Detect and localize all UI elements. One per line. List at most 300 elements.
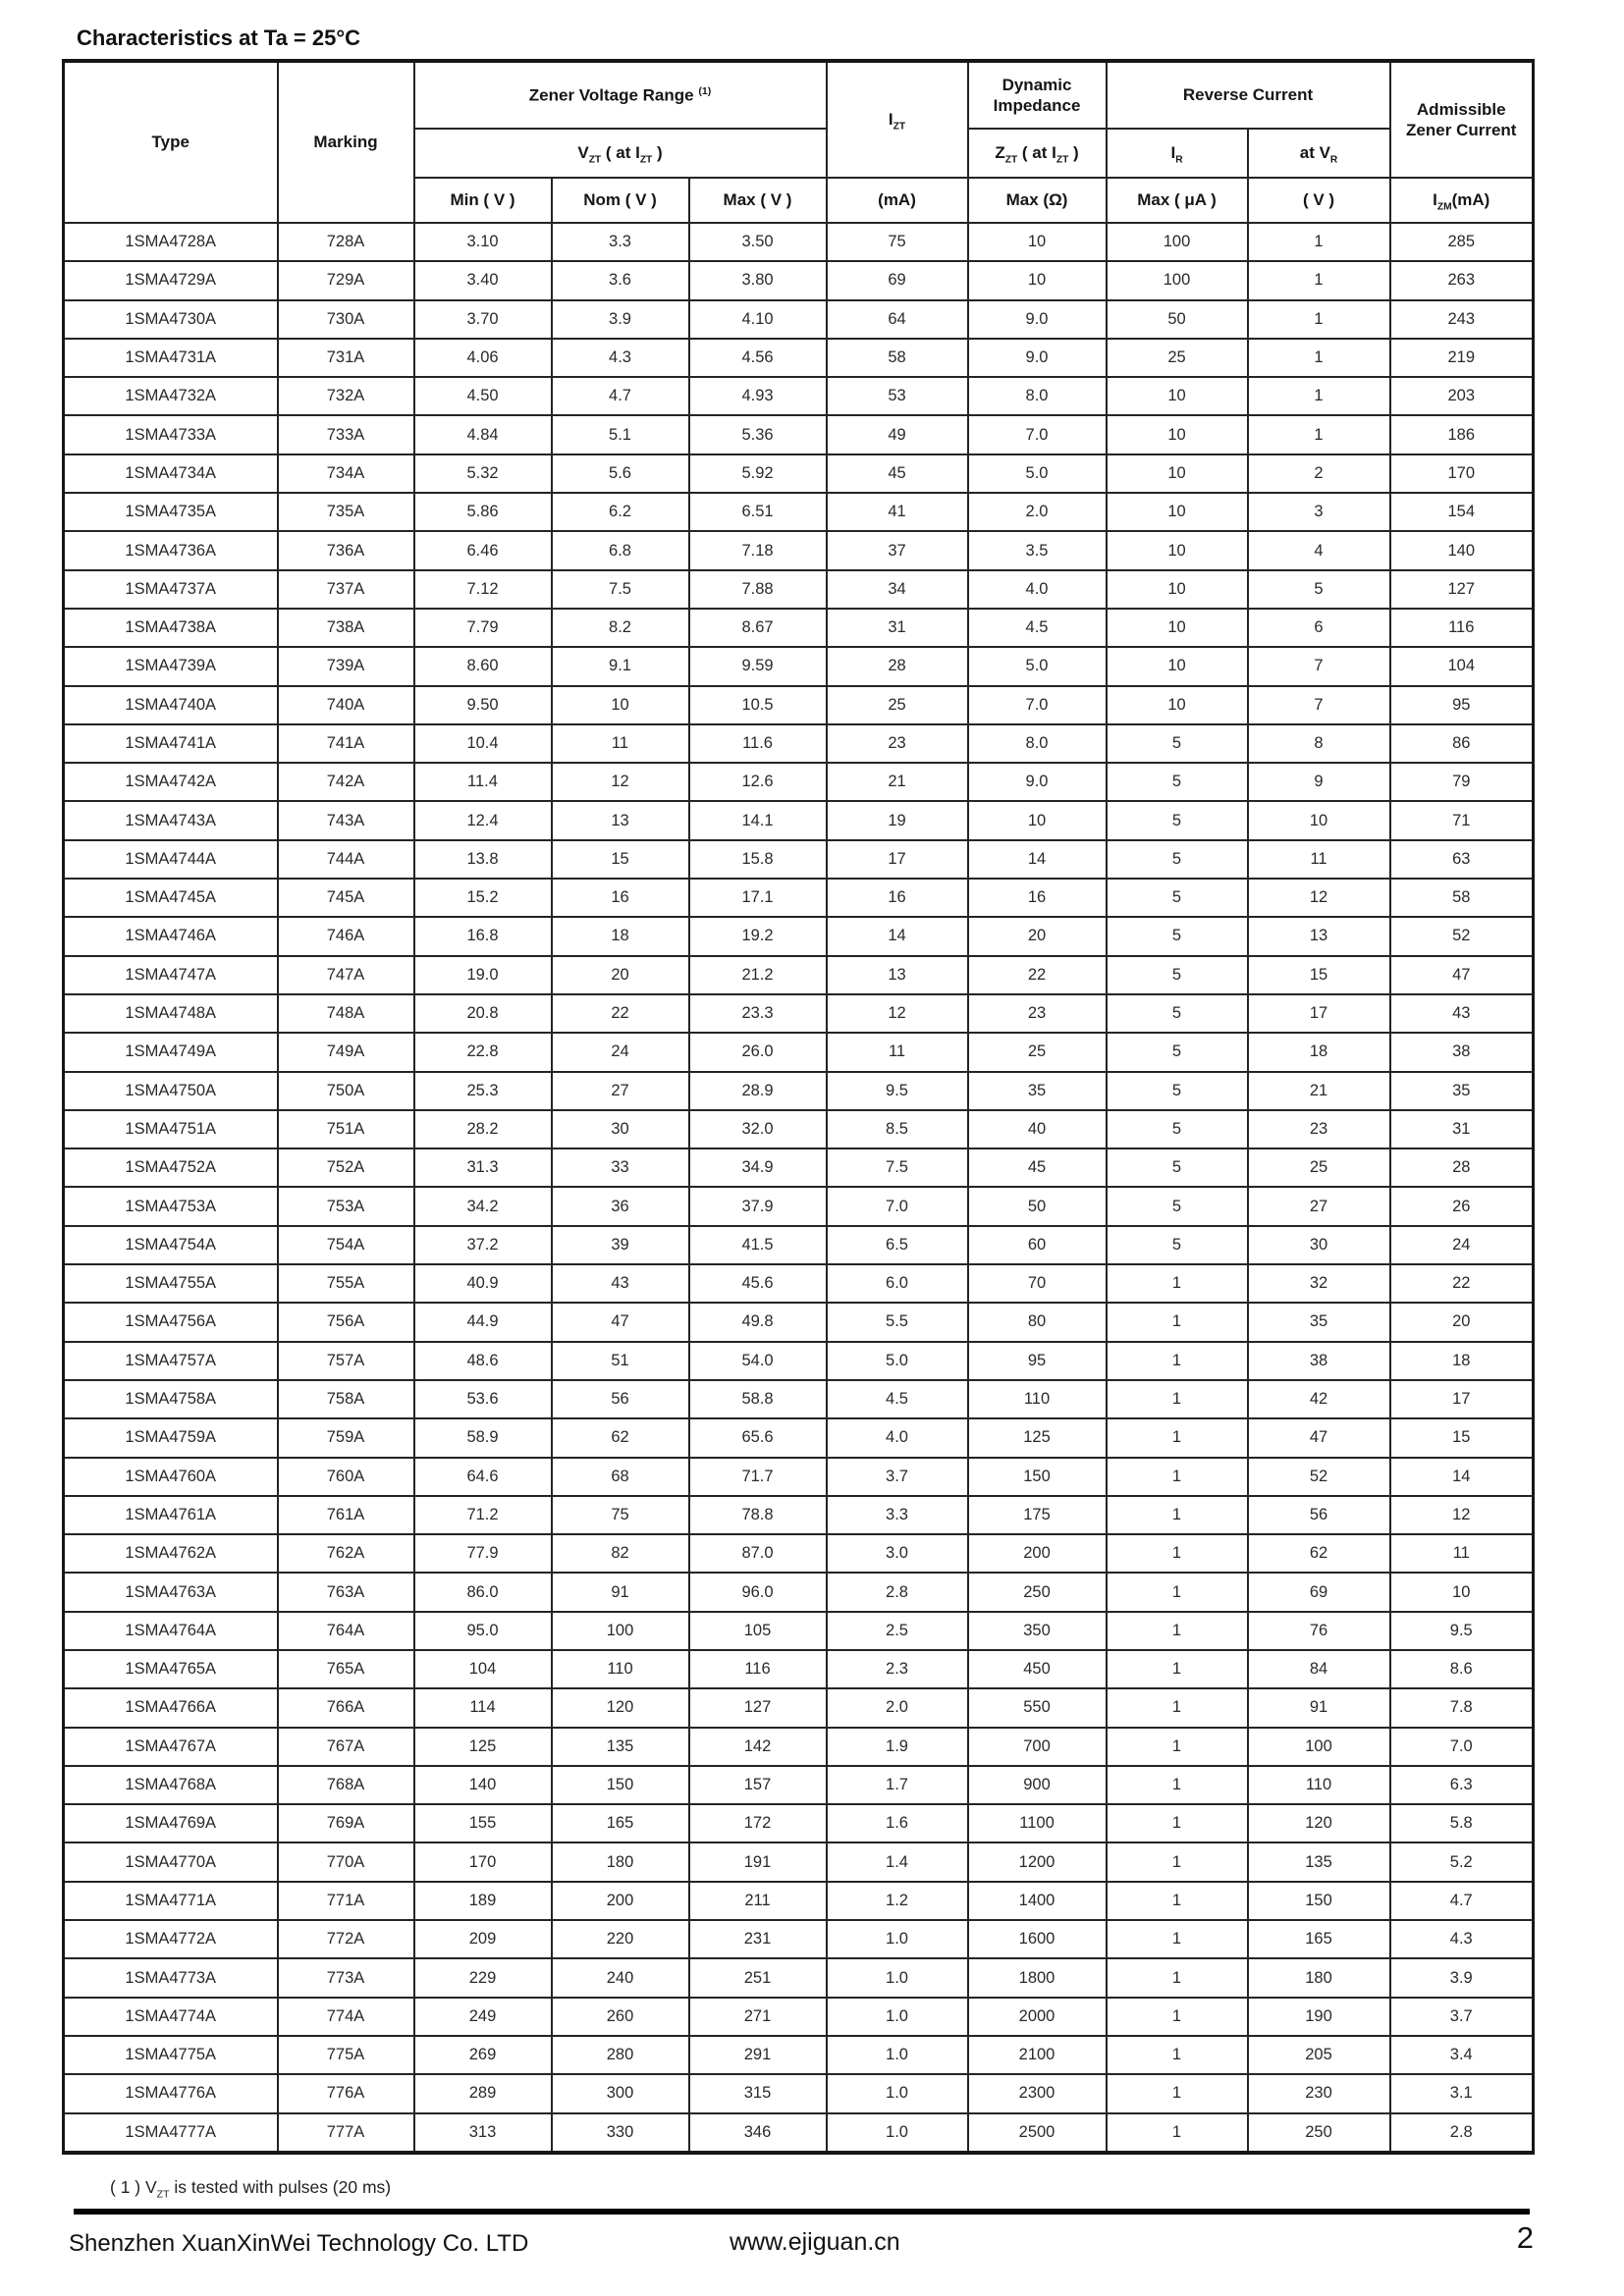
- cell-ir-max: 100: [1107, 223, 1248, 261]
- cell-marking: 731A: [278, 339, 414, 377]
- cell-type: 1SMA4750A: [64, 1072, 278, 1110]
- cell-vzt-min: 209: [414, 1920, 552, 1958]
- cell-zzt-max: 25: [968, 1033, 1107, 1071]
- cell-zzt-max: 9.0: [968, 300, 1107, 339]
- cell-izm: 12: [1390, 1496, 1534, 1534]
- cell-izt: 6.5: [827, 1226, 968, 1264]
- table-header: [64, 61, 1534, 223]
- cell-vzt-nom: 330: [552, 2113, 689, 2153]
- cell-ir-max: 1: [1107, 2113, 1248, 2153]
- cell-vzt-max: 10.5: [689, 686, 827, 724]
- cell-vzt-nom: 27: [552, 1072, 689, 1110]
- cell-zzt-max: 50: [968, 1187, 1107, 1225]
- cell-izt: 1.4: [827, 1842, 968, 1881]
- cell-izt: 7.0: [827, 1187, 968, 1225]
- table-row: [64, 1842, 1534, 1881]
- cell-izt: 58: [827, 339, 968, 377]
- cell-ir-max: 1: [1107, 1650, 1248, 1688]
- cell-vzt-max: 6.51: [689, 493, 827, 531]
- cell-marking: 761A: [278, 1496, 414, 1534]
- cell-izm: 140: [1390, 531, 1534, 569]
- cell-marking: 748A: [278, 994, 414, 1033]
- cell-vzt-max: 58.8: [689, 1380, 827, 1418]
- cell-zzt-max: 20: [968, 917, 1107, 955]
- cell-vr: 8: [1248, 724, 1390, 763]
- cell-marking: 770A: [278, 1842, 414, 1881]
- cell-izm: 52: [1390, 917, 1534, 955]
- cell-vzt-nom: 120: [552, 1688, 689, 1727]
- cell-izm: 38: [1390, 1033, 1534, 1071]
- page-title: Characteristics at Ta = 25°C: [77, 26, 361, 50]
- cell-zzt-max: 16: [968, 879, 1107, 917]
- table-row: [64, 879, 1534, 917]
- cell-zzt-max: 14: [968, 840, 1107, 879]
- table-row: [64, 1187, 1534, 1225]
- table-row: [64, 840, 1534, 879]
- table-row: [64, 994, 1534, 1033]
- table-row: [64, 531, 1534, 569]
- cell-zzt-max: 80: [968, 1303, 1107, 1341]
- cell-marking: 739A: [278, 647, 414, 685]
- cell-zzt-max: 110: [968, 1380, 1107, 1418]
- cell-vzt-max: 9.59: [689, 647, 827, 685]
- cell-type: 1SMA4776A: [64, 2074, 278, 2112]
- table-row: [64, 609, 1534, 647]
- cell-zzt-max: 900: [968, 1766, 1107, 1804]
- table-row: [64, 647, 1534, 685]
- cell-izm: 5.2: [1390, 1842, 1534, 1881]
- table-body: [64, 223, 1534, 2153]
- cell-type: 1SMA4760A: [64, 1458, 278, 1496]
- cell-izm: 10: [1390, 1573, 1534, 1611]
- cell-vr: 110: [1248, 1766, 1390, 1804]
- footer-page-number: 2: [1516, 2220, 1534, 2255]
- table-row: [64, 2113, 1534, 2153]
- cell-vzt-nom: 7.5: [552, 570, 689, 609]
- cell-vzt-max: 96.0: [689, 1573, 827, 1611]
- cell-ir-max: 5: [1107, 1033, 1248, 1071]
- cell-vzt-nom: 200: [552, 1882, 689, 1920]
- cell-izm: 9.5: [1390, 1612, 1534, 1650]
- cell-vr: 35: [1248, 1303, 1390, 1341]
- cell-izm: 7.0: [1390, 1728, 1534, 1766]
- cell-izt: 37: [827, 531, 968, 569]
- cell-izt: 19: [827, 801, 968, 839]
- col-header-izt: $I_{ZT}$: [827, 61, 968, 178]
- cell-type: 1SMA4735A: [64, 493, 278, 531]
- table-row: [64, 1496, 1534, 1534]
- cell-vzt-min: 229: [414, 1958, 552, 1997]
- cell-izm: 86: [1390, 724, 1534, 763]
- cell-type: 1SMA4736A: [64, 531, 278, 569]
- cell-ir-max: 1: [1107, 1882, 1248, 1920]
- cell-vzt-max: 4.93: [689, 377, 827, 415]
- cell-izt: 1.0: [827, 1920, 968, 1958]
- cell-type: 1SMA4756A: [64, 1303, 278, 1341]
- cell-izm: 26: [1390, 1187, 1534, 1225]
- col-header-zzt: $Z_{ZT}$ ( at $I_{ZT}$ ): [968, 129, 1107, 178]
- col-header-type: Type: [64, 61, 278, 223]
- cell-izm: 15: [1390, 1418, 1534, 1457]
- cell-zzt-max: 70: [968, 1264, 1107, 1303]
- cell-zzt-max: 450: [968, 1650, 1107, 1688]
- cell-zzt-max: 22: [968, 956, 1107, 994]
- cell-vzt-nom: 91: [552, 1573, 689, 1611]
- cell-vzt-max: 231: [689, 1920, 827, 1958]
- cell-vr: 1: [1248, 377, 1390, 415]
- cell-vzt-max: 7.18: [689, 531, 827, 569]
- cell-vr: 230: [1248, 2074, 1390, 2112]
- cell-vzt-nom: 150: [552, 1766, 689, 1804]
- cell-vzt-min: 114: [414, 1688, 552, 1727]
- col-header-ir: $I_R$: [1107, 129, 1248, 178]
- table-row: [64, 1303, 1534, 1341]
- cell-izt: 1.0: [827, 1998, 968, 2036]
- table-row: [64, 1612, 1534, 1650]
- cell-izm: 170: [1390, 454, 1534, 493]
- cell-izt: 2.8: [827, 1573, 968, 1611]
- cell-izt: 41: [827, 493, 968, 531]
- cell-vzt-min: 44.9: [414, 1303, 552, 1341]
- cell-vzt-nom: 68: [552, 1458, 689, 1496]
- cell-vzt-max: 251: [689, 1958, 827, 1997]
- cell-izm: 8.6: [1390, 1650, 1534, 1688]
- cell-type: 1SMA4754A: [64, 1226, 278, 1264]
- cell-type: 1SMA4762A: [64, 1534, 278, 1573]
- cell-vr: 1: [1248, 415, 1390, 454]
- cell-izm: 154: [1390, 493, 1534, 531]
- cell-vr: 150: [1248, 1882, 1390, 1920]
- table-row: [64, 570, 1534, 609]
- cell-ir-max: 10: [1107, 377, 1248, 415]
- cell-vr: 165: [1248, 1920, 1390, 1958]
- table-row: [64, 1766, 1534, 1804]
- cell-ir-max: 1: [1107, 1342, 1248, 1380]
- cell-izm: 3.9: [1390, 1958, 1534, 1997]
- cell-type: 1SMA4749A: [64, 1033, 278, 1071]
- cell-vr: 5: [1248, 570, 1390, 609]
- cell-type: 1SMA4761A: [64, 1496, 278, 1534]
- cell-vr: 52: [1248, 1458, 1390, 1496]
- cell-marking: 763A: [278, 1573, 414, 1611]
- table-row: [64, 724, 1534, 763]
- cell-vzt-max: 172: [689, 1804, 827, 1842]
- cell-marking: 764A: [278, 1612, 414, 1650]
- cell-izt: 1.2: [827, 1882, 968, 1920]
- cell-marking: 775A: [278, 2036, 414, 2074]
- cell-type: 1SMA4777A: [64, 2113, 278, 2153]
- cell-izt: 17: [827, 840, 968, 879]
- cell-vzt-min: 4.06: [414, 339, 552, 377]
- cell-vzt-max: 65.6: [689, 1418, 827, 1457]
- table-row: [64, 454, 1534, 493]
- cell-vzt-nom: 62: [552, 1418, 689, 1457]
- cell-vr: 69: [1248, 1573, 1390, 1611]
- cell-ir-max: 1: [1107, 1573, 1248, 1611]
- col-header-admissible-zener-current: Admissible Zener Current: [1390, 61, 1534, 178]
- cell-izm: 20: [1390, 1303, 1534, 1341]
- cell-marking: 744A: [278, 840, 414, 879]
- cell-izm: 35: [1390, 1072, 1534, 1110]
- cell-izm: 127: [1390, 570, 1534, 609]
- cell-vzt-max: 142: [689, 1728, 827, 1766]
- cell-marking: 743A: [278, 801, 414, 839]
- unit-header-min-v: Min ( V ): [414, 178, 552, 223]
- cell-vzt-min: 289: [414, 2074, 552, 2112]
- table-row: [64, 493, 1534, 531]
- cell-vzt-min: 13.8: [414, 840, 552, 879]
- table-row: [64, 1998, 1534, 2036]
- cell-vzt-max: 14.1: [689, 801, 827, 839]
- cell-vzt-nom: 24: [552, 1033, 689, 1071]
- cell-izm: 6.3: [1390, 1766, 1534, 1804]
- cell-ir-max: 5: [1107, 1110, 1248, 1148]
- cell-zzt-max: 10: [968, 223, 1107, 261]
- cell-vzt-nom: 6.8: [552, 531, 689, 569]
- cell-vzt-nom: 4.3: [552, 339, 689, 377]
- cell-zzt-max: 8.0: [968, 724, 1107, 763]
- cell-izt: 16: [827, 879, 968, 917]
- cell-vzt-nom: 16: [552, 879, 689, 917]
- cell-vr: 11: [1248, 840, 1390, 879]
- cell-vzt-nom: 240: [552, 1958, 689, 1997]
- cell-ir-max: 1: [1107, 1534, 1248, 1573]
- cell-zzt-max: 1400: [968, 1882, 1107, 1920]
- cell-vzt-max: 116: [689, 1650, 827, 1688]
- cell-vzt-nom: 8.2: [552, 609, 689, 647]
- cell-type: 1SMA4742A: [64, 763, 278, 801]
- cell-vzt-min: 155: [414, 1804, 552, 1842]
- table-row: [64, 1688, 1534, 1727]
- cell-zzt-max: 4.0: [968, 570, 1107, 609]
- cell-vzt-max: 8.67: [689, 609, 827, 647]
- cell-vzt-max: 19.2: [689, 917, 827, 955]
- cell-marking: 742A: [278, 763, 414, 801]
- cell-vzt-min: 37.2: [414, 1226, 552, 1264]
- cell-izm: 18: [1390, 1342, 1534, 1380]
- cell-type: 1SMA4774A: [64, 1998, 278, 2036]
- cell-type: 1SMA4775A: [64, 2036, 278, 2074]
- cell-marking: 729A: [278, 261, 414, 299]
- cell-ir-max: 1: [1107, 1264, 1248, 1303]
- cell-vzt-min: 8.60: [414, 647, 552, 685]
- cell-vzt-max: 26.0: [689, 1033, 827, 1071]
- cell-vzt-nom: 18: [552, 917, 689, 955]
- cell-ir-max: 5: [1107, 724, 1248, 763]
- cell-izt: 21: [827, 763, 968, 801]
- footer-company: Shenzhen XuanXinWei Technology Co. LTD: [69, 2230, 529, 2257]
- table-row: [64, 686, 1534, 724]
- cell-vzt-min: 77.9: [414, 1534, 552, 1573]
- cell-ir-max: 1: [1107, 1920, 1248, 1958]
- cell-vzt-min: 28.2: [414, 1110, 552, 1148]
- cell-izt: 49: [827, 415, 968, 454]
- cell-vzt-max: 54.0: [689, 1342, 827, 1380]
- cell-izt: 2.5: [827, 1612, 968, 1650]
- cell-izm: 14: [1390, 1458, 1534, 1496]
- cell-vzt-min: 269: [414, 2036, 552, 2074]
- cell-type: 1SMA4769A: [64, 1804, 278, 1842]
- cell-type: 1SMA4768A: [64, 1766, 278, 1804]
- cell-vzt-nom: 22: [552, 994, 689, 1033]
- cell-vzt-min: 3.40: [414, 261, 552, 299]
- cell-ir-max: 1: [1107, 1804, 1248, 1842]
- cell-izm: 28: [1390, 1148, 1534, 1187]
- cell-izm: 43: [1390, 994, 1534, 1033]
- col-header-marking: Marking: [278, 61, 414, 223]
- cell-ir-max: 1: [1107, 1998, 1248, 2036]
- cell-izt: 25: [827, 686, 968, 724]
- table-row: [64, 917, 1534, 955]
- cell-vzt-min: 189: [414, 1882, 552, 1920]
- cell-marking: 752A: [278, 1148, 414, 1187]
- unit-header-max-v: Max ( V ): [689, 178, 827, 223]
- table-row: [64, 1650, 1534, 1688]
- col-header-zener-voltage-range: Zener Voltage Range $^{(1)}$: [414, 61, 827, 129]
- table-row: [64, 1458, 1534, 1496]
- cell-vr: 7: [1248, 686, 1390, 724]
- cell-marking: 737A: [278, 570, 414, 609]
- cell-vzt-max: 291: [689, 2036, 827, 2074]
- cell-type: 1SMA4771A: [64, 1882, 278, 1920]
- cell-vr: 18: [1248, 1033, 1390, 1071]
- cell-vzt-nom: 36: [552, 1187, 689, 1225]
- table-row: [64, 1573, 1534, 1611]
- cell-vzt-max: 7.88: [689, 570, 827, 609]
- cell-izm: 24: [1390, 1226, 1534, 1264]
- cell-vr: 13: [1248, 917, 1390, 955]
- footnote: ( 1 ) $V_{ZT}$ is tested with pulses (20 ms): [110, 2177, 392, 2201]
- cell-type: 1SMA4755A: [64, 1264, 278, 1303]
- cell-vzt-max: 23.3: [689, 994, 827, 1033]
- cell-ir-max: 10: [1107, 609, 1248, 647]
- cell-ir-max: 5: [1107, 840, 1248, 879]
- cell-ir-max: 5: [1107, 994, 1248, 1033]
- cell-vr: 2: [1248, 454, 1390, 493]
- cell-marking: 767A: [278, 1728, 414, 1766]
- table-row: [64, 223, 1534, 261]
- cell-marking: 754A: [278, 1226, 414, 1264]
- cell-marking: 774A: [278, 1998, 414, 2036]
- cell-vr: 120: [1248, 1804, 1390, 1842]
- cell-izm: 22: [1390, 1264, 1534, 1303]
- cell-vr: 38: [1248, 1342, 1390, 1380]
- cell-vzt-max: 211: [689, 1882, 827, 1920]
- cell-vzt-min: 86.0: [414, 1573, 552, 1611]
- cell-izm: 3.7: [1390, 1998, 1534, 2036]
- cell-izt: 12: [827, 994, 968, 1033]
- cell-type: 1SMA4745A: [64, 879, 278, 917]
- cell-vzt-min: 34.2: [414, 1187, 552, 1225]
- cell-zzt-max: 1200: [968, 1842, 1107, 1881]
- cell-vzt-max: 4.10: [689, 300, 827, 339]
- table-row: [64, 1110, 1534, 1148]
- cell-marking: 733A: [278, 415, 414, 454]
- cell-izm: 31: [1390, 1110, 1534, 1148]
- cell-zzt-max: 2500: [968, 2113, 1107, 2153]
- cell-zzt-max: 700: [968, 1728, 1107, 1766]
- cell-marking: 741A: [278, 724, 414, 763]
- cell-vzt-min: 31.3: [414, 1148, 552, 1187]
- cell-ir-max: 5: [1107, 1072, 1248, 1110]
- cell-marking: 751A: [278, 1110, 414, 1148]
- cell-izt: 45: [827, 454, 968, 493]
- cell-vr: 42: [1248, 1380, 1390, 1418]
- cell-izt: 11: [827, 1033, 968, 1071]
- table-row: [64, 1264, 1534, 1303]
- cell-ir-max: 1: [1107, 1688, 1248, 1727]
- cell-ir-max: 10: [1107, 454, 1248, 493]
- cell-izt: 23: [827, 724, 968, 763]
- table-row: [64, 2074, 1534, 2112]
- table-row: [64, 377, 1534, 415]
- table-row: [64, 1033, 1534, 1071]
- cell-type: 1SMA4748A: [64, 994, 278, 1033]
- table-row: [64, 1958, 1534, 1997]
- footer-divider: [74, 2209, 1530, 2215]
- cell-vzt-nom: 56: [552, 1380, 689, 1418]
- cell-ir-max: 10: [1107, 570, 1248, 609]
- cell-izt: 64: [827, 300, 968, 339]
- cell-vzt-min: 5.86: [414, 493, 552, 531]
- cell-marking: 757A: [278, 1342, 414, 1380]
- unit-header-izm-ma: $I_{ZM}(mA)$: [1390, 178, 1534, 223]
- cell-vzt-min: 249: [414, 1998, 552, 2036]
- cell-izm: 2.8: [1390, 2113, 1534, 2153]
- cell-type: 1SMA4741A: [64, 724, 278, 763]
- unit-header-nom-v: Nom ( V ): [552, 178, 689, 223]
- cell-vzt-max: 4.56: [689, 339, 827, 377]
- cell-ir-max: 1: [1107, 1612, 1248, 1650]
- cell-marking: 728A: [278, 223, 414, 261]
- cell-vzt-min: 11.4: [414, 763, 552, 801]
- cell-ir-max: 10: [1107, 415, 1248, 454]
- cell-type: 1SMA4752A: [64, 1148, 278, 1187]
- cell-vr: 3: [1248, 493, 1390, 531]
- cell-type: 1SMA4772A: [64, 1920, 278, 1958]
- cell-type: 1SMA4763A: [64, 1573, 278, 1611]
- cell-vzt-max: 11.6: [689, 724, 827, 763]
- table-row: [64, 1342, 1534, 1380]
- cell-zzt-max: 175: [968, 1496, 1107, 1534]
- cell-ir-max: 10: [1107, 647, 1248, 685]
- cell-vzt-max: 28.9: [689, 1072, 827, 1110]
- cell-type: 1SMA4728A: [64, 223, 278, 261]
- cell-marking: 766A: [278, 1688, 414, 1727]
- characteristics-table: [62, 59, 1535, 2155]
- unit-header-izt-ma: (mA): [827, 178, 968, 223]
- cell-marking: 773A: [278, 1958, 414, 1997]
- table-row: [64, 1882, 1534, 1920]
- cell-ir-max: 1: [1107, 1418, 1248, 1457]
- cell-vzt-max: 12.6: [689, 763, 827, 801]
- cell-type: 1SMA4739A: [64, 647, 278, 685]
- cell-vr: 23: [1248, 1110, 1390, 1148]
- cell-izt: 1.7: [827, 1766, 968, 1804]
- cell-ir-max: 1: [1107, 2036, 1248, 2074]
- cell-izt: 3.3: [827, 1496, 968, 1534]
- cell-vr: 47: [1248, 1418, 1390, 1457]
- cell-vzt-nom: 100: [552, 1612, 689, 1650]
- cell-vzt-min: 3.10: [414, 223, 552, 261]
- cell-vzt-max: 191: [689, 1842, 827, 1881]
- cell-type: 1SMA4738A: [64, 609, 278, 647]
- cell-zzt-max: 45: [968, 1148, 1107, 1187]
- cell-zzt-max: 7.0: [968, 415, 1107, 454]
- cell-vr: 21: [1248, 1072, 1390, 1110]
- cell-vzt-min: 10.4: [414, 724, 552, 763]
- table-row: [64, 1418, 1534, 1457]
